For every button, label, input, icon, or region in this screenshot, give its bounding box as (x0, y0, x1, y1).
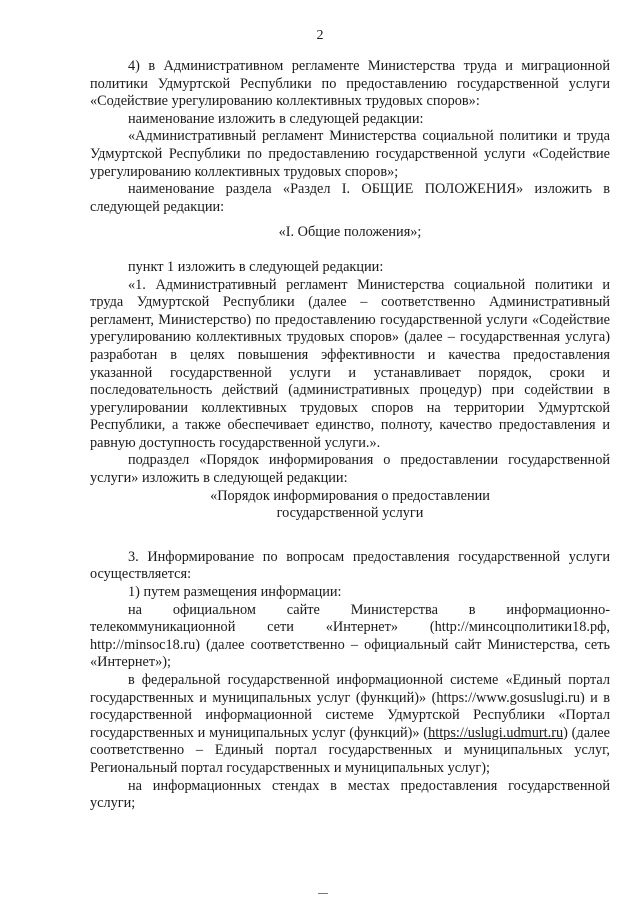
page-edge-mark (318, 893, 328, 894)
paragraph-official-site: на официальном сайте Министерства в информационно-телекоммуникационной сети «Интернет» (http://минсоцполитики18.рф, http://minsoc18.ru) (далее соответственно – официальный сайт Министерства, сеть «Интернет»); (90, 601, 610, 671)
udmurt-portal-link[interactable]: https://uslugi.udmurt.ru (428, 724, 564, 741)
document-body (90, 58, 610, 813)
federal-portal-text-end: ) (далее соответственно – Единый портал государственных и муниципальных услуг, Региональный портал государственных и муниципальных услуг); (90, 724, 611, 776)
paragraph-federal-portal (90, 672, 610, 778)
paragraph-point-1-wording: пункт 1 изложить в следующей редакции: (128, 258, 384, 275)
section-heading-general: «I. Общие положения»; (278, 224, 422, 241)
subsection-heading-line-1: «Порядок информирования о предоставлении (210, 487, 490, 504)
paragraph-point-1-text: «1. Административный регламент Министерства социальной политики и труда Удмуртской Республики (далее – соответственно Административный регламент, Министерство) по предоставлению государственной услуги «Содействие урегулированию коллективных трудовых споров» (далее – государственная услуга) разработан в целях повышения эффективности и качества предоставления указанной государственной услуги и устанавливает порядок, сроки и последовательность действий (административных процедур) при содействии в урегулировании коллективных трудовых споров на территории Удмуртской Республики, а также обеспечивает единство, полноту, качество предоставления и равную доступность государственной услуги.». (90, 276, 610, 451)
subsection-heading-line-2: государственной услуги (276, 505, 424, 522)
paragraph-point-3: 3. Информирование по вопросам предоставления государственной услуги осуществляется: (90, 548, 610, 583)
page-number: 2 (316, 28, 324, 43)
paragraph-item-4: 4) в Административном регламенте Министерства труда и миграционной политики Удмуртской Республики по предоставлению государственной услуги «Содействие урегулированию коллективных трудовых споров»: (90, 58, 610, 110)
paragraph-subsection-wording: подраздел «Порядок информирования о предоставлении государственной услуги» изложить в следующей редакции: (90, 452, 610, 487)
paragraph-name-wording: наименование изложить в следующей редакции: (128, 110, 424, 127)
paragraph-section-name: наименование раздела «Раздел I. ОБЩИЕ ПОЛОЖЕНИЯ» изложить в следующей редакции: (90, 181, 610, 215)
paragraph-new-title: «Административный регламент Министерства социальной политики и труда Удмуртской Республики по предоставлению государственной услуги «Содействие урегулированию коллективных трудовых споров»; (90, 128, 610, 180)
paragraph-subpoint-1: 1) путем размещения информации: (128, 584, 342, 601)
federal-portal-text-start: в федеральной государственной информационной системе «Единый портал государственных и муниципальных услуг (функций)» (https://www.gosuslugi.ru) и в государственной информационной системе Удмуртской Республики «Портал государственных и муниципальных услуг (функций)» ( (90, 672, 610, 741)
paragraph-info-stands: на информационных стендах в местах предоставления государственной услуги; (90, 777, 610, 812)
